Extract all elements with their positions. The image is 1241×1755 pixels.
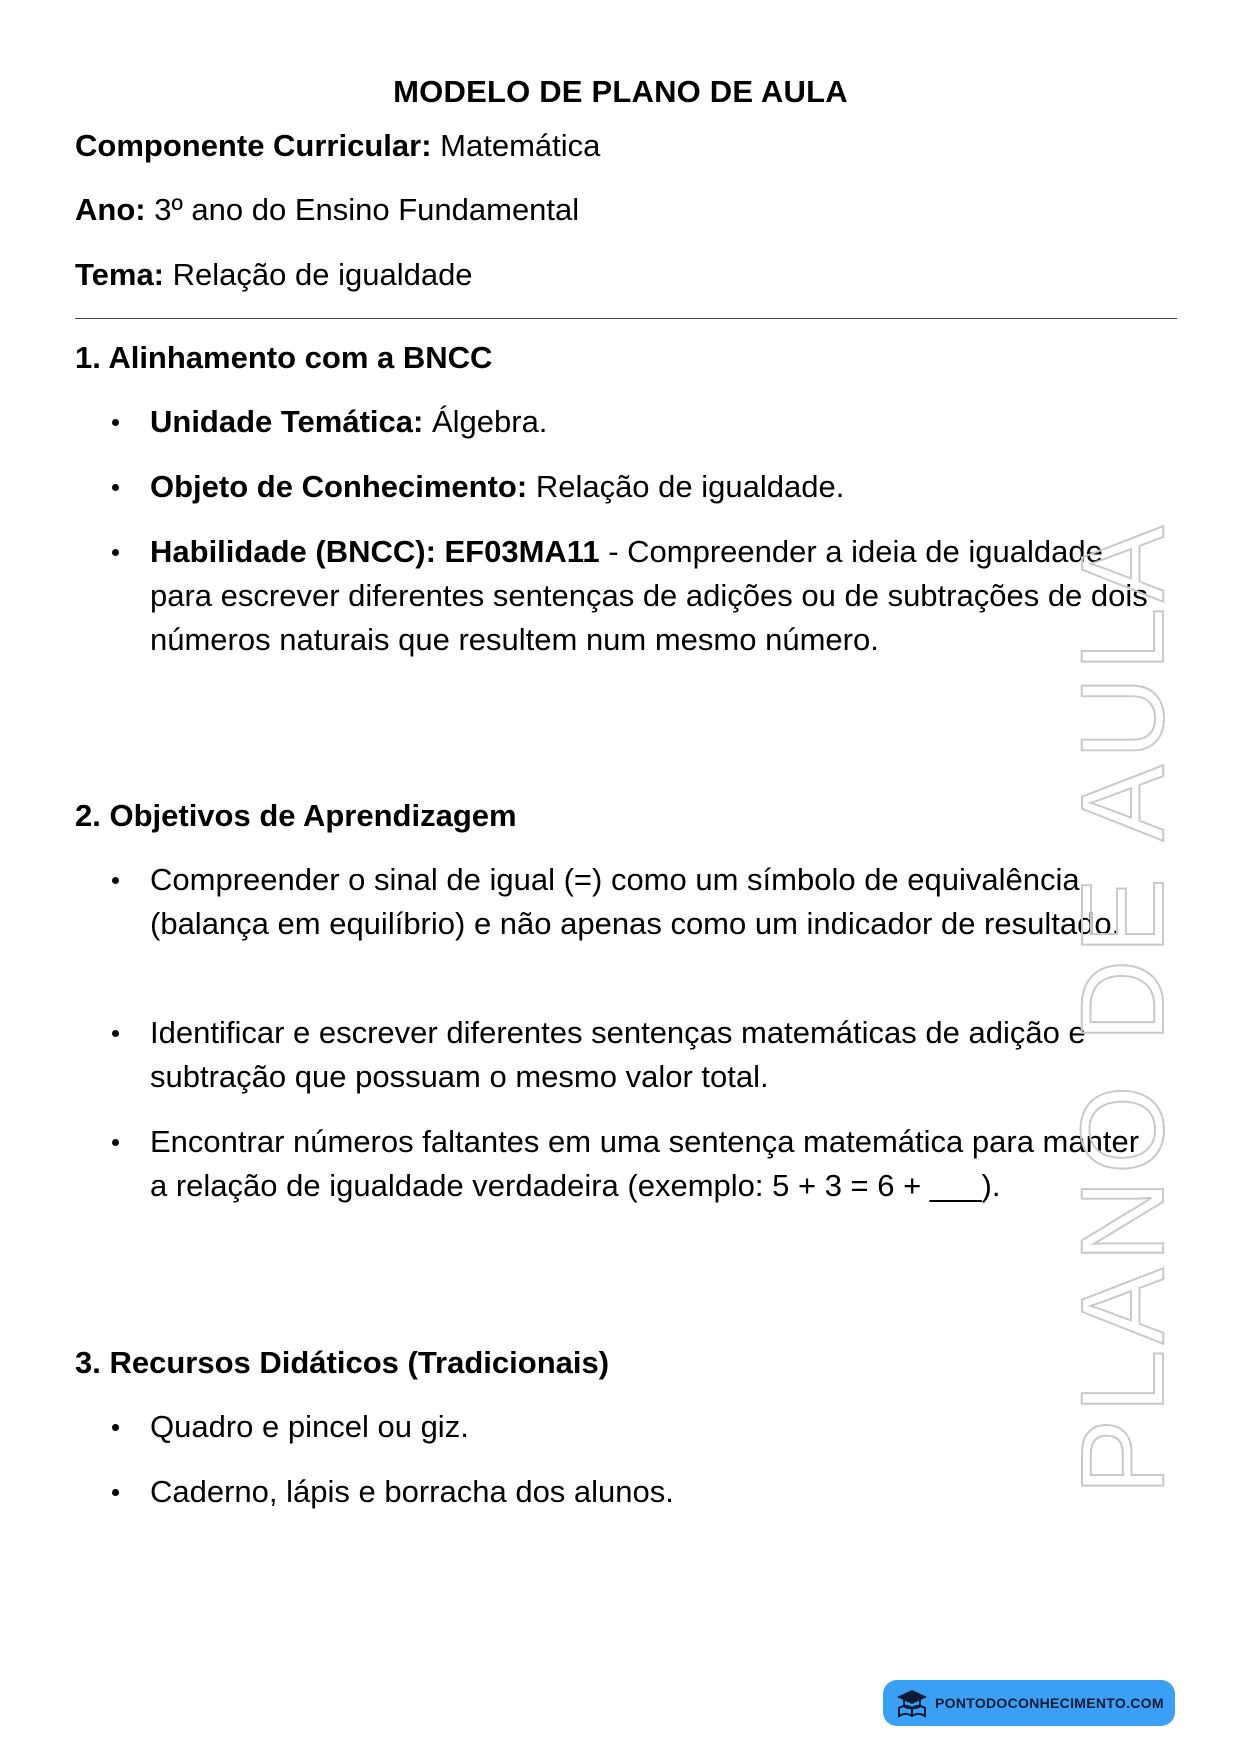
meta-componente <box>75 128 600 164</box>
watermark <box>1045 510 1205 1500</box>
componente-label: Componente Curricular: <box>75 128 432 163</box>
list-item <box>150 1120 1160 1208</box>
watermark-text: PLANO DE AULA <box>1057 510 1189 1495</box>
bullet-icon <box>112 1424 119 1431</box>
section-heading-objetivos: 2. Objetivos de Aprendizagem <box>75 798 517 833</box>
item-label: Habilidade (BNCC): EF03MA11 <box>150 534 600 569</box>
ano-value: 3º ano do Ensino Fundamental <box>154 192 580 227</box>
tema-value: Relação de igualdade <box>172 257 473 292</box>
meta-ano <box>75 192 579 228</box>
meta-tema <box>75 257 473 293</box>
item-text: Identificar e escrever diferentes sentenças matemáticas de adição e subtração que possuam o mesmo valor total. <box>150 1015 1086 1094</box>
ano-label: Ano: <box>75 192 146 227</box>
item-text: Relação de igualdade. <box>535 469 845 504</box>
item-text: Quadro e pincel ou giz. <box>150 1409 469 1444</box>
list-item <box>150 858 1160 946</box>
bullet-icon <box>112 549 119 556</box>
item-text: Caderno, lápis e borracha dos alunos. <box>150 1474 674 1509</box>
list-item <box>150 1405 1160 1449</box>
bullet-icon <box>112 1489 119 1496</box>
section-heading-recursos: 3. Recursos Didáticos (Tradicionais) <box>75 1345 610 1380</box>
site-url: PONTODOCONHECIMENTO.COM <box>935 1695 1164 1711</box>
tema-label: Tema: <box>75 257 165 292</box>
componente-value: Matemática <box>440 128 601 163</box>
bullet-icon <box>112 877 119 884</box>
graduation-cap-book-icon <box>895 1688 929 1718</box>
item-text: Compreender o sinal de igual (=) como um símbolo de equivalência (balança em equilíbrio) e não apenas como um indicador de resultado. <box>150 862 1121 941</box>
section-heading-bncc: 1. Alinhamento com a BNCC <box>75 340 493 375</box>
bullet-icon <box>112 484 119 491</box>
watermark-graphic <box>1045 510 1205 1500</box>
bullet-icon <box>112 419 119 426</box>
item-text: Álgebra. <box>431 404 548 439</box>
list-item <box>150 400 1160 444</box>
item-text: - Compreender a ideia de igualdade para escrever diferentes sentenças de adições ou de subtrações de dois números naturais que resultem num mesmo número. <box>150 534 1148 657</box>
list-item <box>150 465 1160 509</box>
list-item <box>150 530 1160 662</box>
page-title: MODELO DE PLANO DE AULA <box>393 74 848 109</box>
item-label: Objeto de Conhecimento: <box>150 469 528 504</box>
list-item <box>150 1011 1160 1099</box>
bullet-icon <box>112 1139 119 1146</box>
item-text: Encontrar números faltantes em uma sentença matemática para manter a relação de igualdade verdadeira (exemplo: 5 + 3 = 6 + ___). <box>150 1124 1140 1203</box>
divider <box>75 318 1177 319</box>
bullet-icon <box>112 1030 119 1037</box>
site-badge <box>883 1680 1175 1726</box>
item-label: Unidade Temática: <box>150 404 424 439</box>
list-item <box>150 1470 1160 1514</box>
